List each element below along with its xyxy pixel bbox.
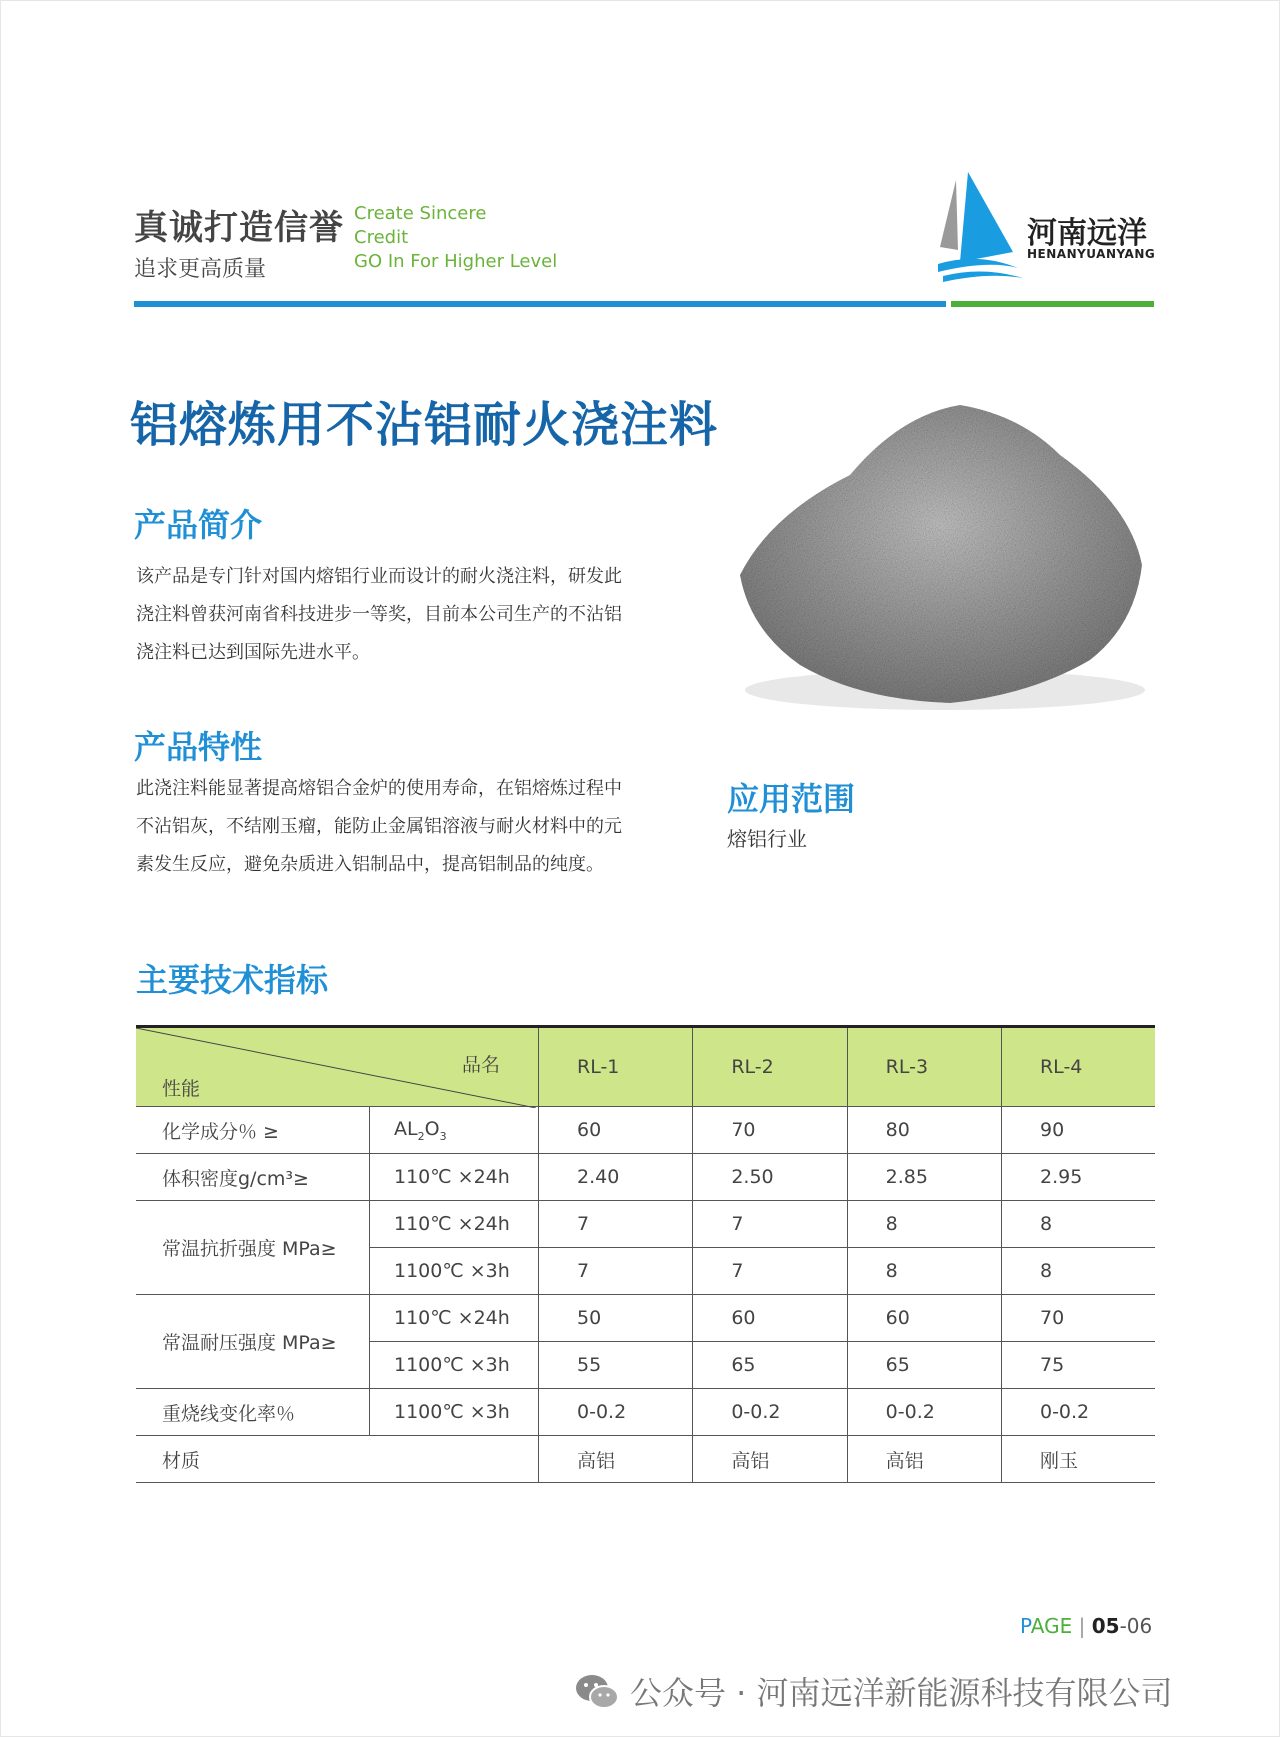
condition-cell: 110℃ ×24h [370, 1154, 539, 1201]
value-cell: 7 [693, 1201, 847, 1248]
value-cell: 7 [539, 1201, 693, 1248]
footer-text: 公众号 · 河南远洋新能源科技有限公司 [630, 1674, 1173, 1712]
value-cell: 60 [539, 1107, 693, 1154]
value-cell: 70 [1001, 1295, 1155, 1342]
value-cell: 90 [1001, 1107, 1155, 1154]
value-cell: 0-0.2 [847, 1389, 1001, 1436]
wechat-icon [574, 1673, 620, 1711]
value-cell: 75 [1001, 1342, 1155, 1389]
value-cell: 55 [539, 1342, 693, 1389]
value-cell: 2.85 [847, 1154, 1001, 1201]
value-cell: 0-0.2 [1001, 1389, 1155, 1436]
slogan-en [354, 202, 557, 274]
value-cell: 2.40 [539, 1154, 693, 1201]
condition-cell: 110℃ ×24h [370, 1295, 539, 1342]
powder-image [730, 395, 1150, 715]
value-cell: 0-0.2 [693, 1389, 847, 1436]
value-cell: 2.95 [1001, 1154, 1155, 1201]
page-separator: | [1078, 1614, 1086, 1638]
condition-cell: 1100℃ ×3h [370, 1389, 539, 1436]
header-divider-blue [134, 301, 946, 307]
value-cell: 60 [847, 1295, 1001, 1342]
page-title: 铝熔炼用不沾铝耐火浇注料 [130, 397, 719, 453]
header-divider-green [951, 301, 1154, 307]
application-text: 熔铝行业 [727, 827, 807, 851]
table-row [136, 1107, 1155, 1154]
table-row [136, 1389, 1155, 1436]
intro-line: 该产品是专门针对国内熔铝行业而设计的耐火浇注料，研发此 [136, 566, 622, 587]
product-header: RL-3 [847, 1027, 1001, 1107]
value-cell: 80 [847, 1107, 1001, 1154]
slogan-en-line: Credit [354, 227, 409, 248]
value-cell: 8 [1001, 1248, 1155, 1295]
features-line: 素发生反应，避免杂质进入铝制品中，提高铝制品的纯度。 [136, 854, 604, 875]
specs-table [136, 1025, 1155, 1483]
slogan-cn: 真诚打造信誉 [134, 208, 344, 248]
property-cell: 材质 [136, 1436, 539, 1483]
features-text [136, 770, 656, 884]
property-cell: 化学成分％ ≥ [136, 1107, 370, 1154]
intro-text [136, 558, 656, 672]
logo-text-cn: 河南远洋 [1027, 216, 1147, 251]
value-cell: 7 [693, 1248, 847, 1295]
table-corner-cell [136, 1027, 539, 1107]
value-cell: 2.50 [693, 1154, 847, 1201]
table-header-row [136, 1027, 1155, 1107]
product-header: RL-2 [693, 1027, 847, 1107]
intro-line: 浇注料已达到国际先进水平。 [136, 642, 370, 663]
slogan-en-line: Create Sincere [354, 203, 487, 224]
table-row [136, 1154, 1155, 1201]
table-row [136, 1295, 1155, 1342]
features-heading: 产品特性 [134, 728, 263, 766]
slogan-en-line: GO In For Higher Level [354, 251, 558, 272]
condition-cell: $AL_2O_3$ [370, 1107, 539, 1154]
property-cell: 体积密度g/cm³≥ [136, 1154, 370, 1201]
value-cell: 60 [693, 1295, 847, 1342]
page-label-age: AGE [1030, 1614, 1073, 1638]
value-cell: 8 [1001, 1201, 1155, 1248]
value-cell: 50 [539, 1295, 693, 1342]
table-row [136, 1436, 1155, 1483]
condition-cell: 110℃ ×24h [370, 1201, 539, 1248]
page-number [1020, 1614, 1152, 1638]
value-cell: 8 [847, 1201, 1001, 1248]
page-label-p: P [1020, 1614, 1031, 1638]
value-cell: 高铝 [539, 1436, 693, 1483]
corner-property-label: 性能 [162, 1078, 201, 1100]
table-row [136, 1201, 1155, 1248]
page-rest: -06 [1119, 1614, 1153, 1638]
value-cell: 65 [847, 1342, 1001, 1389]
slogan-cn-sub: 追求更高质量 [134, 257, 267, 282]
features-line: 不沾铝灰，不结刚玉瘤，能防止金属铝溶液与耐火材料中的元 [136, 816, 622, 837]
specs-heading: 主要技术指标 [136, 961, 329, 999]
product-header: RL-1 [539, 1027, 693, 1107]
value-cell: 刚玉 [1001, 1436, 1155, 1483]
value-cell: 65 [693, 1342, 847, 1389]
intro-line: 浇注料曾获河南省科技进步一等奖，目前本公司生产的不沾铝 [136, 604, 622, 625]
value-cell: 高铝 [847, 1436, 1001, 1483]
page-current: 05 [1091, 1614, 1120, 1638]
property-cell: 常温耐压强度 MPa≥ [136, 1295, 370, 1389]
corner-product-label: 品名 [461, 1054, 500, 1076]
features-line: 此浇注料能显著提高熔铝合金炉的使用寿命，在铝熔炼过程中 [136, 778, 622, 799]
value-cell: 8 [847, 1248, 1001, 1295]
value-cell: 7 [539, 1248, 693, 1295]
product-header: RL-4 [1001, 1027, 1155, 1107]
intro-heading: 产品简介 [134, 506, 263, 544]
property-cell: 常温抗折强度 MPa≥ [136, 1201, 370, 1295]
value-cell: 70 [693, 1107, 847, 1154]
condition-cell: 1100℃ ×3h [370, 1342, 539, 1389]
logo-text-en: HENANYUANYANG [1027, 247, 1156, 261]
condition-cell: 1100℃ ×3h [370, 1248, 539, 1295]
application-heading: 应用范围 [727, 780, 856, 818]
value-cell: 高铝 [693, 1436, 847, 1483]
value-cell: 0-0.2 [539, 1389, 693, 1436]
property-cell: 重烧线变化率％ [136, 1389, 370, 1436]
